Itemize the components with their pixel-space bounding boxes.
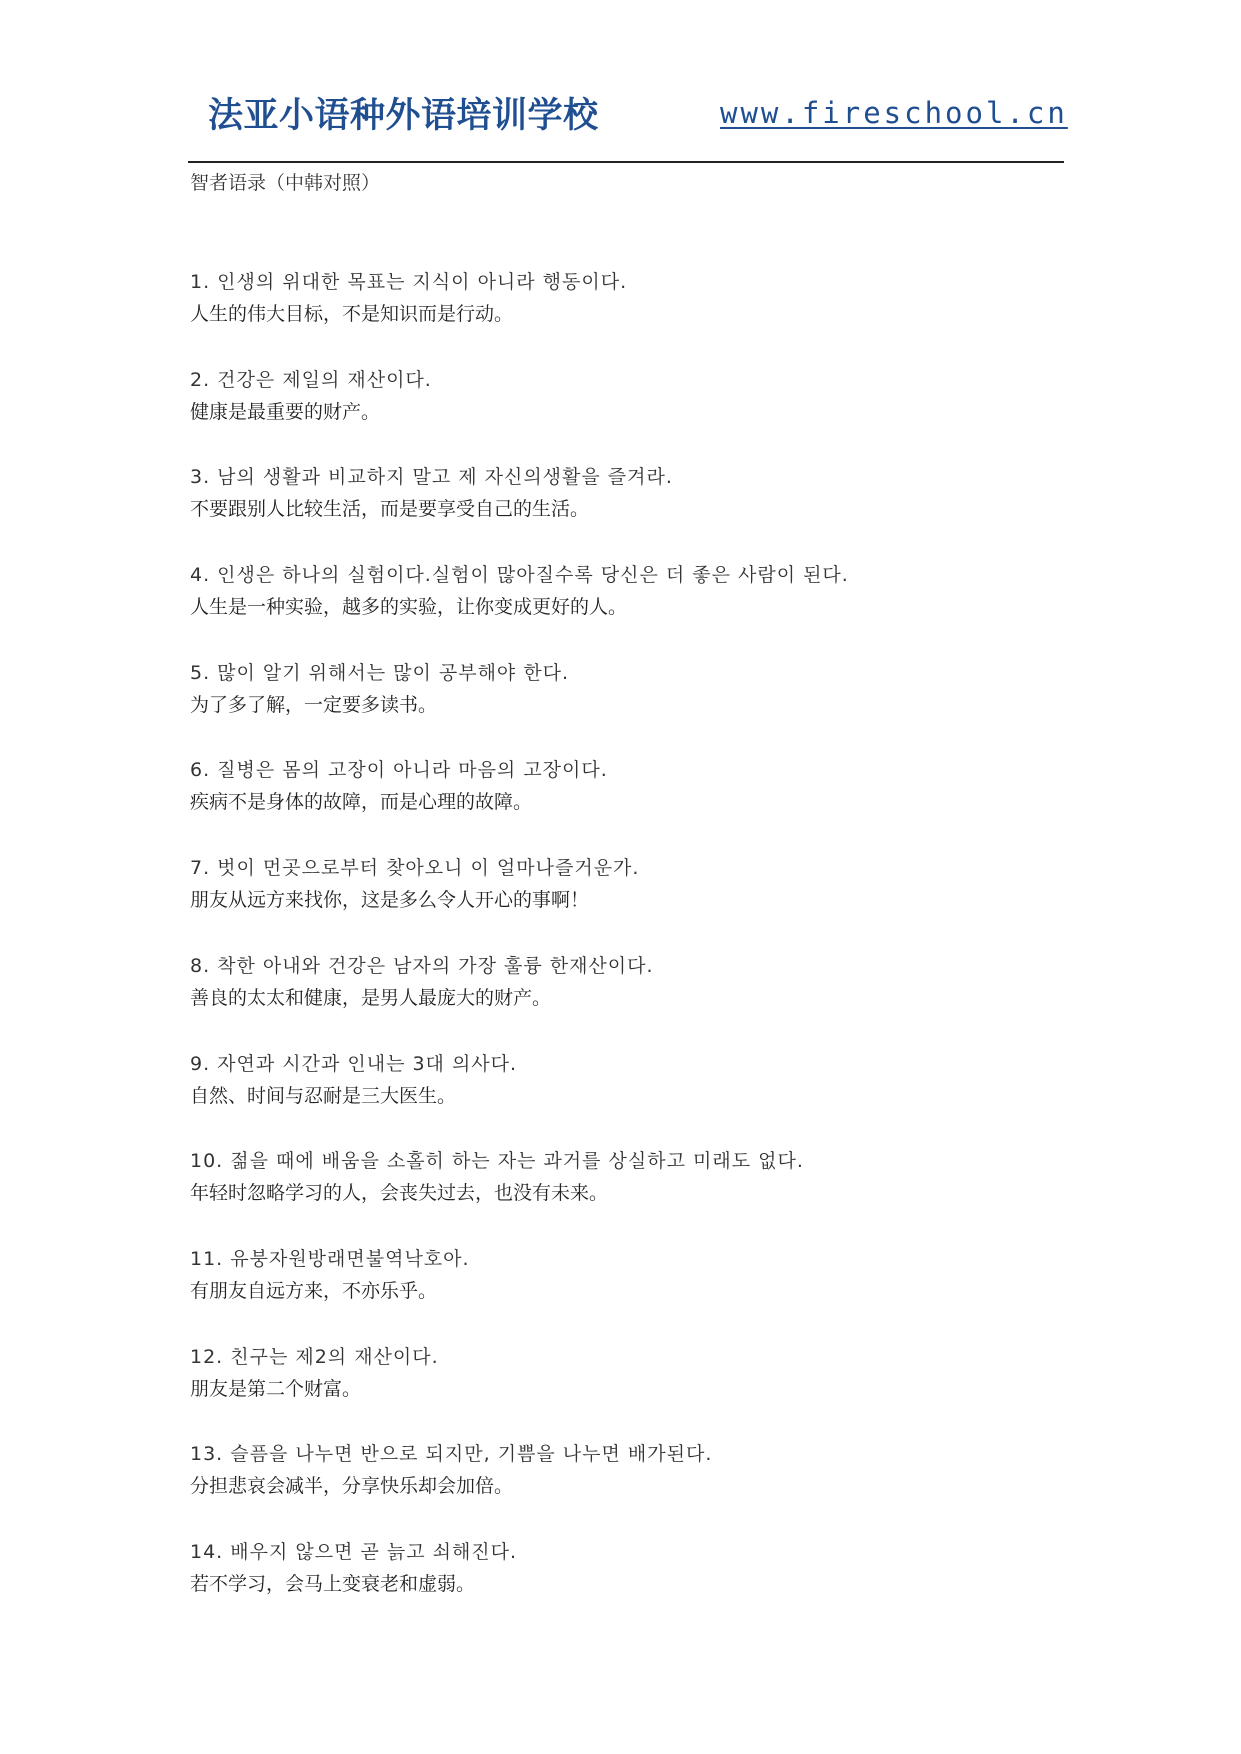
quote-item	[190, 852, 1050, 950]
quote-korean: 5. 많이 알기 위해서는 많이 공부해야 한다.	[190, 661, 570, 684]
website-link[interactable]: www.fireschool.cn	[720, 96, 1068, 130]
quote-item	[190, 266, 1050, 364]
quote-korean: 6. 질병은 몸의 고장이 아니라 마음의 고장이다.	[190, 759, 608, 782]
quote-item	[190, 1341, 1050, 1439]
quote-item	[190, 364, 1050, 462]
quote-korean: 7. 벗이 먼곳으로부터 찾아오니 이 얼마나즐거운가.	[190, 857, 640, 880]
quote-chinese: 自然、时间与忍耐是三大医生。	[190, 1084, 457, 1107]
quote-korean: 8. 착한 아내와 건강은 남자의 가장 훌륭 한재산이다.	[190, 954, 654, 977]
quote-korean: 9. 자연과 시간과 인내는 3대 의사다.	[190, 1052, 518, 1075]
quote-chinese: 年轻时忽略学习的人，会丧失过去，也没有未来。	[190, 1182, 609, 1205]
quote-chinese: 人生的伟大目标，不是知识而是行动。	[190, 303, 514, 325]
quote-chinese: 分担悲哀会减半，分享快乐却会加倍。	[190, 1475, 514, 1498]
quote-item	[190, 1438, 1050, 1536]
quote-korean: 3. 남의 생활과 비교하지 말고 제 자신의생활을 즐겨라.	[190, 466, 673, 489]
page-header	[208, 88, 1068, 140]
quote-korean: 10. 젊을 때에 배움을 소홀히 하는 자는 과거를 상실하고 미래도 없다.	[190, 1150, 804, 1173]
quote-korean: 4. 인생은 하나의 실험이다.실험이 많아질수록 당신은 더 좋은 사람이 된다.	[190, 564, 849, 587]
quote-korean: 2. 건강은 제일의 재산이다.	[190, 368, 432, 391]
quote-korean: 14. 배우지 않으면 곧 늙고 쇠해진다.	[190, 1540, 518, 1563]
quote-chinese: 有朋友自远方来，不亦乐乎。	[190, 1279, 438, 1302]
quote-chinese: 健康是最重要的财产。	[190, 400, 381, 423]
quote-chinese: 朋友是第二个财富。	[190, 1377, 362, 1400]
school-title: 法亚小语种外语培训学校	[208, 96, 599, 136]
quote-item	[190, 657, 1050, 755]
quote-item	[190, 1243, 1050, 1341]
quote-item	[190, 950, 1050, 1048]
quote-chinese: 善良的太太和健康，是男人最庞大的财产。	[190, 986, 552, 1009]
header-divider	[188, 161, 1064, 163]
quote-item	[190, 1536, 1050, 1634]
quote-chinese: 朋友从远方来找你，这是多么令人开心的事啊！	[190, 889, 590, 912]
quote-list	[190, 266, 1050, 1634]
quote-item	[190, 461, 1050, 559]
quote-chinese: 为了多了解，一定要多读书。	[190, 693, 438, 716]
quote-item	[190, 559, 1050, 657]
quote-korean: 13. 슬픔을 나누면 반으로 되지만, 기쁨을 나누면 배가된다.	[190, 1443, 713, 1466]
quote-korean: 1. 인생의 위대한 목표는 지식이 아니라 행동이다.	[190, 271, 628, 293]
quote-korean: 11. 유붕자원방래면불역낙호아.	[190, 1247, 470, 1270]
quote-chinese: 人生是一种实验，越多的实验，让你变成更好的人。	[190, 596, 628, 619]
quote-item	[190, 754, 1050, 852]
quote-chinese: 若不学习，会马上变衰老和虚弱。	[190, 1572, 476, 1595]
quote-item	[190, 1145, 1050, 1243]
document-subtitle: 智者语录（中韩对照）	[190, 172, 381, 194]
quote-item	[190, 1048, 1050, 1146]
quote-chinese: 疾病不是身体的故障，而是心理的故障。	[190, 791, 533, 814]
quote-chinese: 不要跟别人比较生活，而是要享受自己的生活。	[190, 498, 590, 521]
quote-korean: 12. 친구는 제2의 재산이다.	[190, 1345, 439, 1368]
